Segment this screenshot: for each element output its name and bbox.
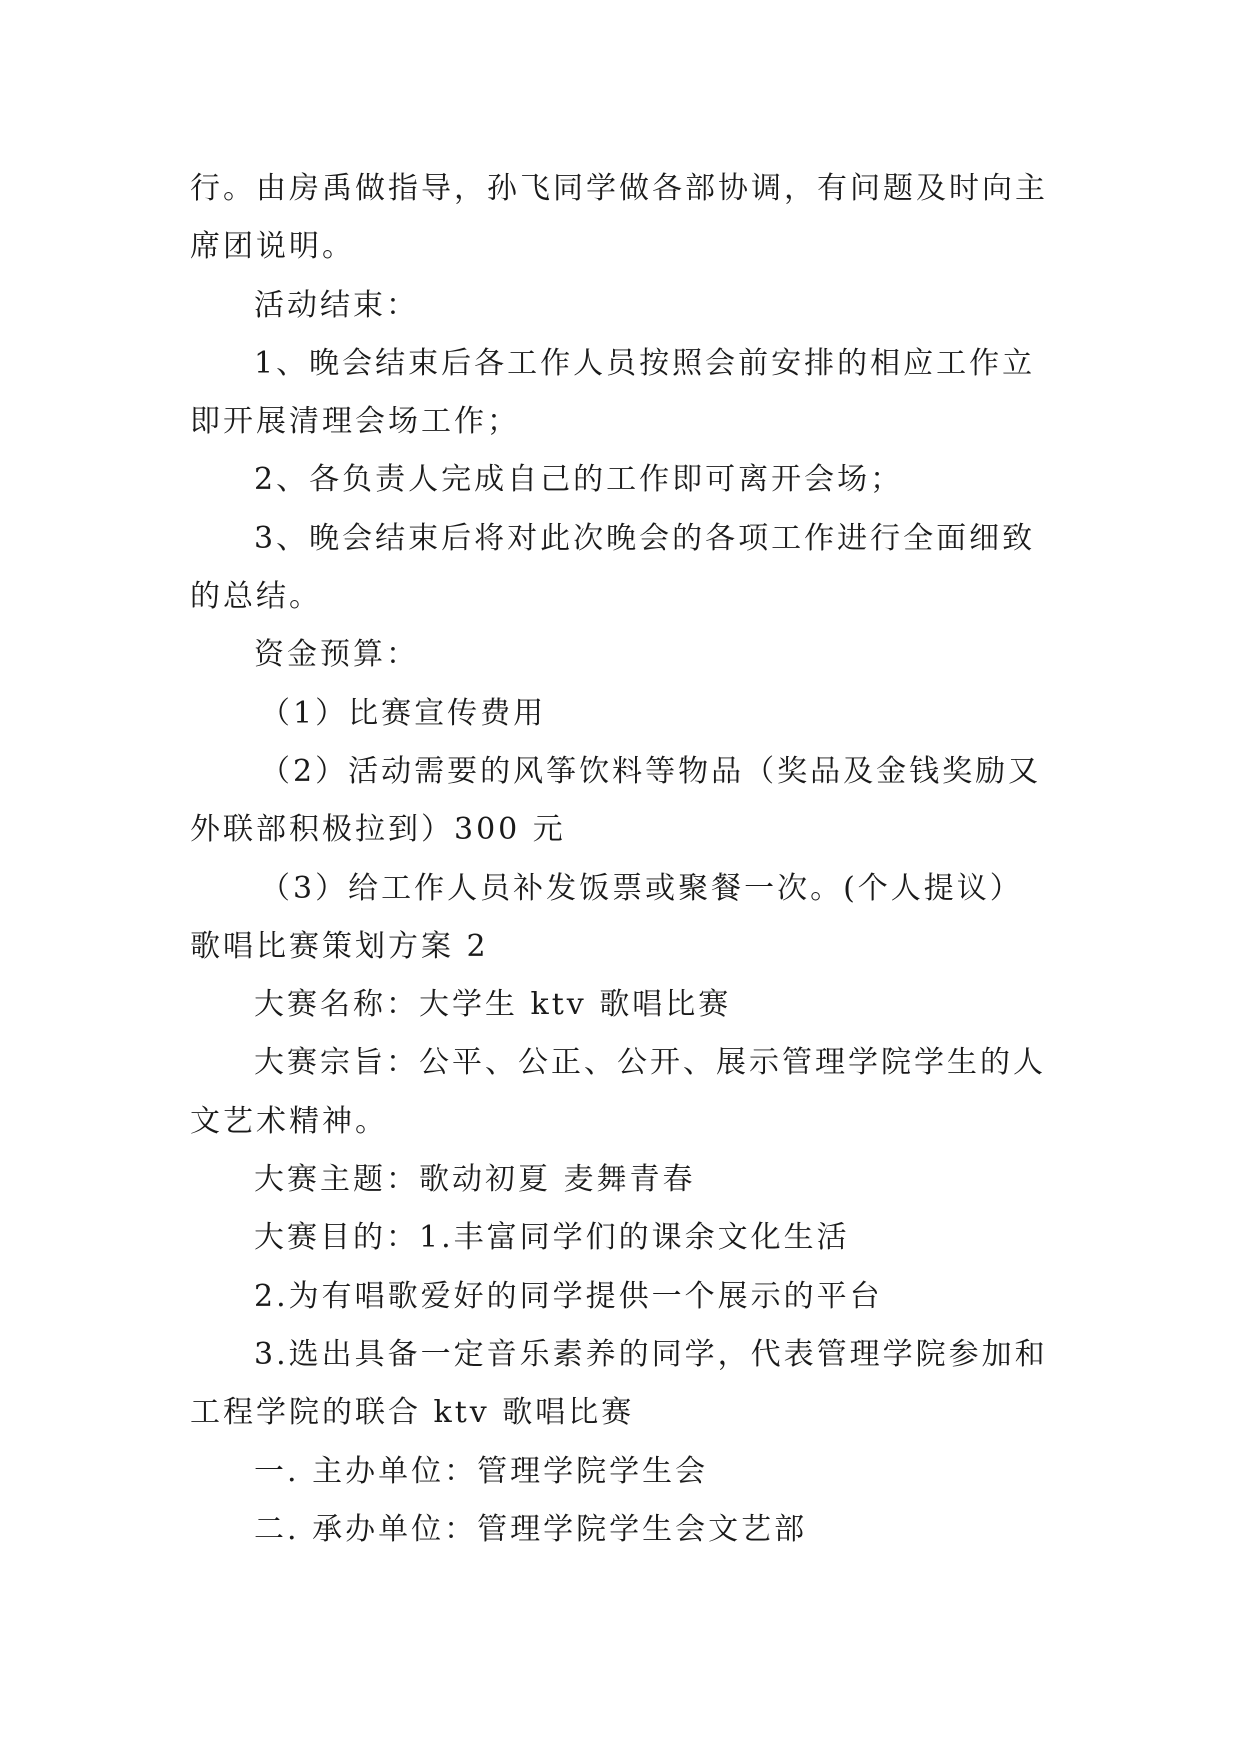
text-line: 大赛宗旨：公平、公正、公开、展示管理学院学生的人: [254, 1045, 1046, 1081]
text-line: 外联部积极拉到）300 元: [190, 812, 566, 848]
list-item: 3.选出具备一定音乐素养的同学，代表管理学院参加和: [254, 1336, 1048, 1372]
list-item: 1、晚会结束后各工作人员按照会前安排的相应工作立: [254, 345, 1036, 381]
text-line: 即开展清理会场工作；: [190, 404, 520, 440]
section-heading: 资金预算：: [254, 637, 419, 673]
text-line: 的总结。: [190, 579, 322, 615]
document-title: 歌唱比赛策划方案 2: [190, 928, 489, 964]
text-line: 行。由房禹做指导，孙飞同学做各部协调，有问题及时向主: [190, 171, 1048, 206]
section-heading: 活动结束：: [254, 287, 419, 323]
list-item: （3）给工作人员补发饭票或聚餐一次。(个人提议）: [260, 870, 1023, 906]
list-item: 3、晚会结束后将对此次晚会的各项工作进行全面细致: [254, 520, 1036, 556]
text-line: 工程学院的联合 ktv 歌唱比赛: [190, 1395, 635, 1431]
list-item: 2.为有唱歌爱好的同学提供一个展示的平台: [254, 1278, 883, 1314]
list-item: 一. 主办单位：管理学院学生会: [254, 1453, 709, 1489]
text-line: 文艺术精神。: [190, 1103, 388, 1139]
list-item: 二. 承办单位：管理学院学生会文艺部: [254, 1511, 808, 1547]
list-item: 2、各负责人完成自己的工作即可离开会场；: [254, 462, 904, 498]
text-line: 大赛目的：1.丰富同学们的课余文化生活: [254, 1220, 850, 1256]
text-line: 大赛主题：歌动初夏 麦舞青春: [254, 1162, 696, 1198]
document-page: [190, 160, 1050, 1559]
list-item: （1）比赛宣传费用: [260, 695, 547, 731]
text-line: 大赛名称：大学生 ktv 歌唱比赛: [254, 987, 732, 1023]
text-line: 席团说明。: [190, 229, 355, 265]
list-item: （2）活动需要的风筝饮料等物品（奖品及金钱奖励又: [260, 753, 1042, 789]
